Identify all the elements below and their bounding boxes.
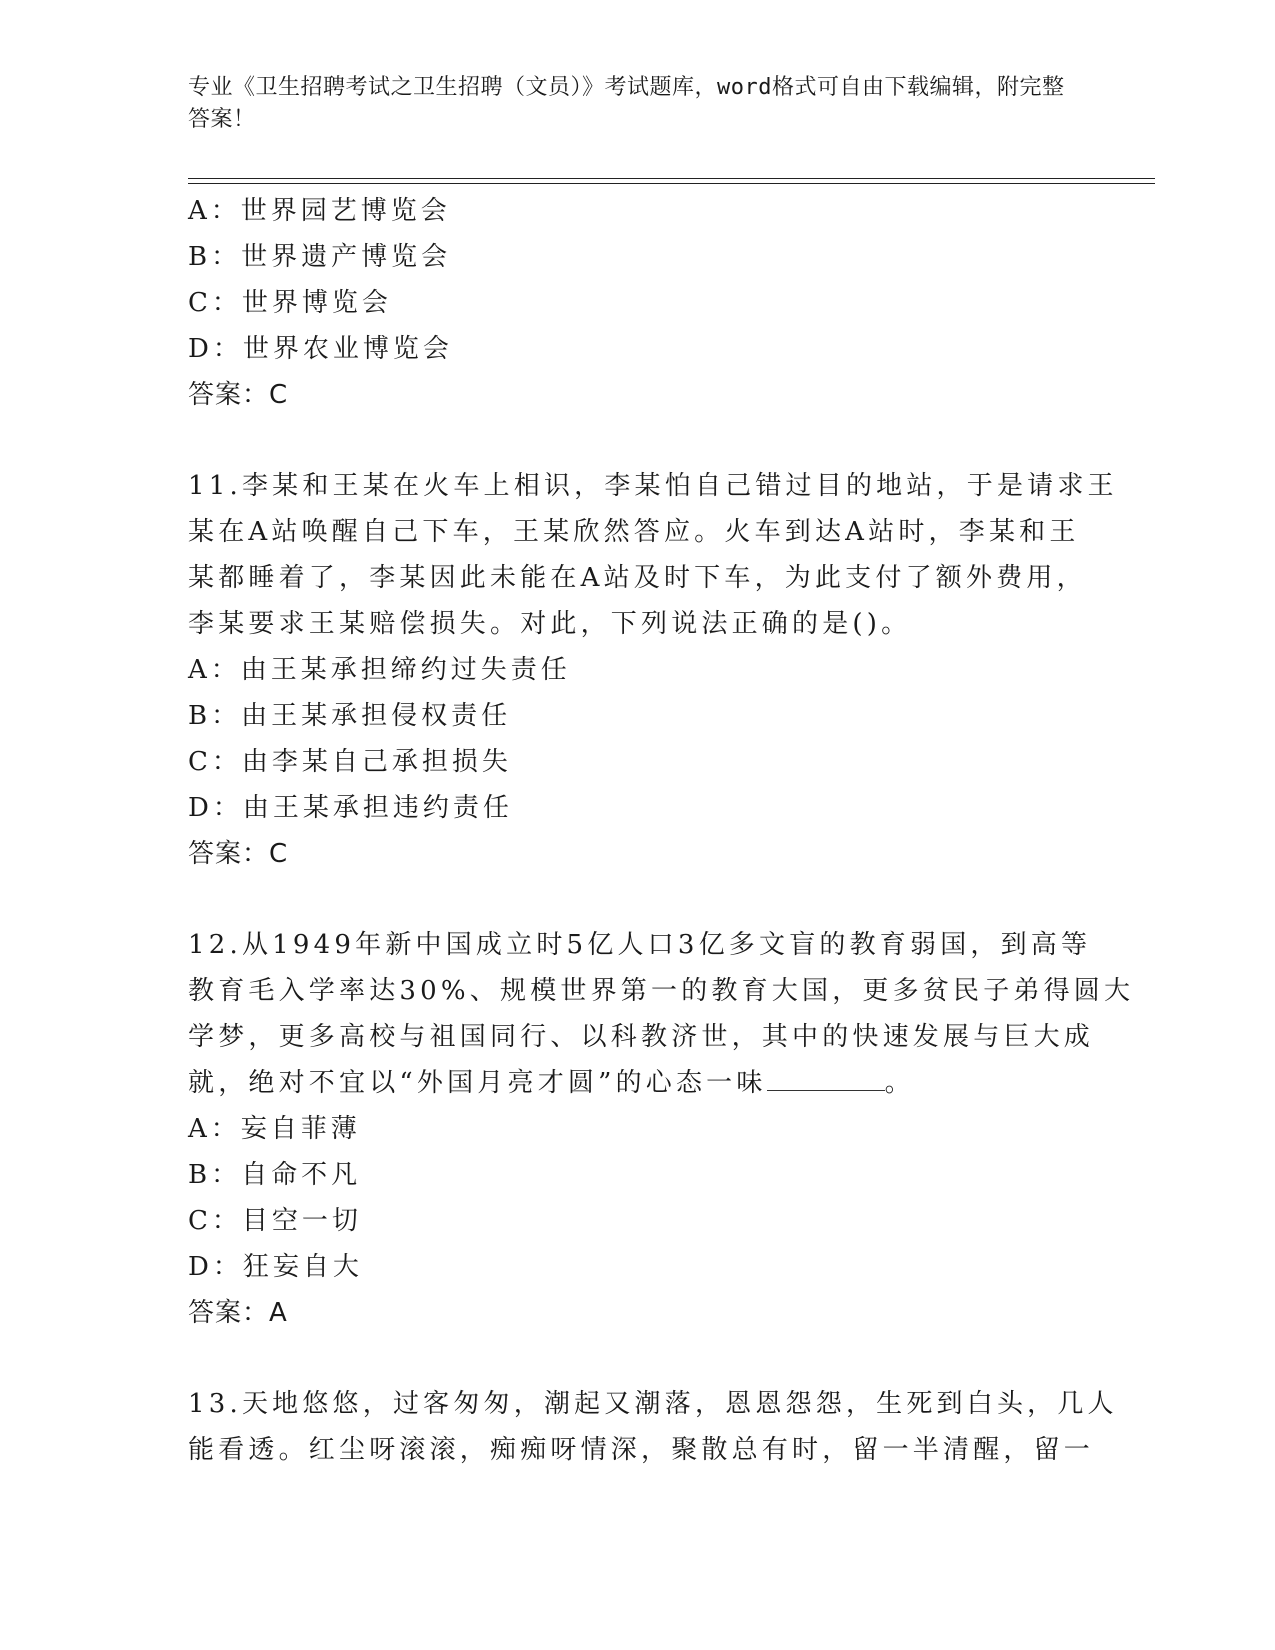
question-line: 某在A站唤醒自己下车，王某欣然答应。火车到达A站时，李某和王 <box>188 517 1080 547</box>
question-13 <box>188 1381 1118 1473</box>
option-b: B：自命不凡 <box>188 1160 362 1190</box>
option-b: B：世界遗产博览会 <box>188 242 452 272</box>
option-a: A：妄自菲薄 <box>188 1114 361 1144</box>
question-line: 12.从1949年新中国成立时5亿人口3亿多文盲的教育弱国，到高等 <box>188 930 1092 960</box>
answer: 答案：A <box>188 1298 288 1328</box>
question-12 <box>188 922 1135 1336</box>
option-d: D：由王某承担违约责任 <box>188 793 513 823</box>
question-text <box>188 1381 1118 1473</box>
option-c: C：世界博览会 <box>188 288 392 318</box>
question-line: 能看透。红尘呀滚滚，痴痴呀情深，聚散总有时，留一半清醒，留一 <box>188 1435 1095 1465</box>
option-d: D：狂妄自大 <box>188 1252 363 1282</box>
document-header: 专业《卫生招聘考试之卫生招聘（文员）》考试题库，word格式可自由下载编辑，附完整答案！ <box>188 75 1065 132</box>
option-c: C：由李某自己承担损失 <box>188 747 512 777</box>
option-c: C：目空一切 <box>188 1206 362 1236</box>
question-11 <box>188 463 1118 877</box>
question-line-start: 就，绝对不宜以“外国月亮才圆”的心态一味 <box>188 1068 767 1098</box>
spacer <box>188 418 1088 463</box>
spacer <box>188 1336 1088 1381</box>
question-line-end: 。 <box>884 1068 915 1098</box>
question-line: 教育毛入学率达30%、规模世界第一的教育大国，更多贫民子弟得圆大 <box>188 976 1135 1006</box>
question-line: 学梦，更多高校与祖国同行、以科教济世，其中的快速发展与巨大成 <box>188 1022 1095 1052</box>
option-b: B：由王某承担侵权责任 <box>188 701 512 731</box>
question-line: 11.李某和王某在火车上相识，李某怕自己错过目的地站，于是请求王 <box>188 471 1118 501</box>
header-rule-bottom <box>188 183 1155 184</box>
question-text <box>188 922 1135 1106</box>
option-a: A：世界园艺博览会 <box>188 196 451 226</box>
answer: 答案：C <box>188 380 289 410</box>
question-text <box>188 463 1118 647</box>
answer: 答案：C <box>188 839 289 869</box>
question-line: 某都睡着了，李某因此未能在A站及时下车，为此支付了额外费用， <box>188 563 1087 593</box>
spacer <box>188 877 1088 922</box>
question-line-with-blank <box>188 1060 1088 1106</box>
fill-in-blank <box>767 1064 885 1091</box>
question-content <box>188 188 1135 1473</box>
header-rule-top <box>188 178 1155 179</box>
option-a: A：由王某承担缔约过失责任 <box>188 655 571 685</box>
option-d: D：世界农业博览会 <box>188 334 453 364</box>
question-10 <box>188 188 1088 418</box>
question-line: 李某要求王某赔偿损失。对此，下列说法正确的是()。 <box>188 609 912 639</box>
question-line: 13.天地悠悠，过客匆匆，潮起又潮落，恩恩怨怨，生死到白头，几人 <box>188 1389 1118 1419</box>
